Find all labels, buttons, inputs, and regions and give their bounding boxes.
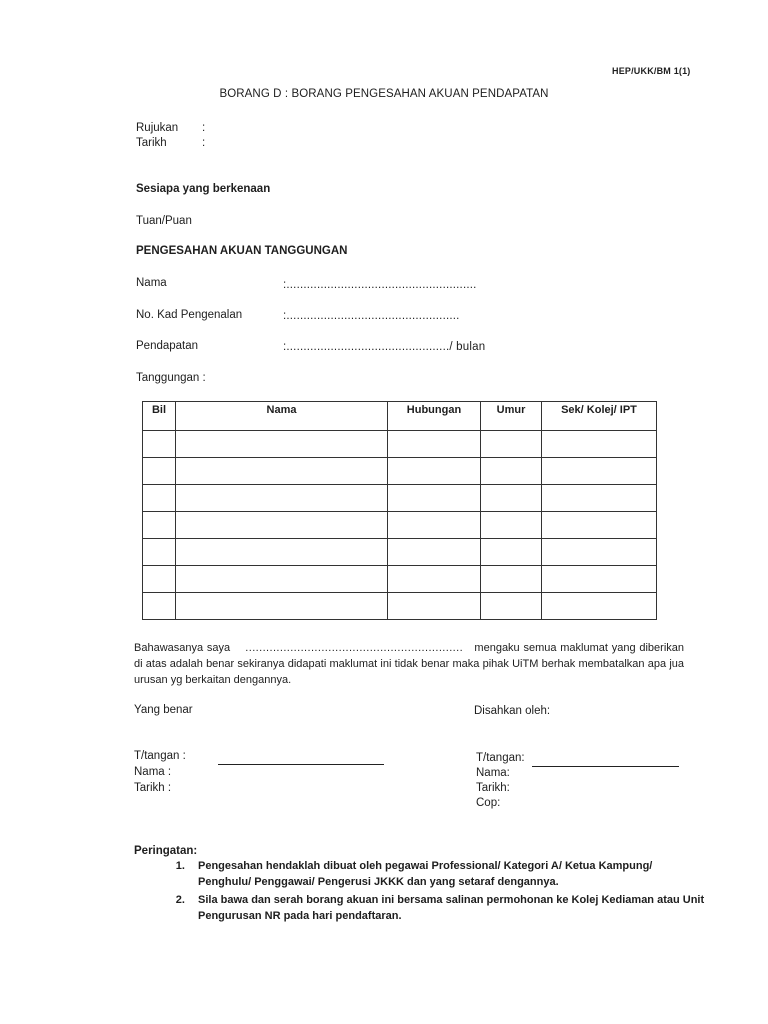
table-row bbox=[143, 458, 657, 485]
list-item: 2. Sila bawa dan serah borang akuan ini bersama salinan permohonan ke Kolej Kediaman atau Unit Pengurusan NR pada hari pendaftaran. bbox=[188, 892, 708, 924]
table-row bbox=[143, 512, 657, 539]
table-cell[interactable] bbox=[388, 566, 481, 593]
table-header-row bbox=[143, 402, 657, 431]
table-cell[interactable] bbox=[388, 485, 481, 512]
yang-benar-label: Yang benar bbox=[134, 704, 193, 716]
table-cell[interactable] bbox=[542, 485, 657, 512]
nama-label: Nama bbox=[136, 277, 167, 289]
form-reference-code: HEP/UKK/BM 1(1) bbox=[612, 66, 691, 76]
table-cell[interactable] bbox=[176, 485, 388, 512]
table-row bbox=[143, 431, 657, 458]
rujukan-colon: : bbox=[202, 122, 206, 134]
table-cell[interactable] bbox=[143, 566, 176, 593]
table-cell[interactable] bbox=[143, 431, 176, 458]
column-header-umur: Umur bbox=[481, 402, 542, 431]
table-cell[interactable] bbox=[176, 512, 388, 539]
table-cell[interactable] bbox=[542, 566, 657, 593]
right-signature-line[interactable] bbox=[532, 766, 679, 767]
form-title: BORANG D : BORANG PENGESAHAN AKUAN PENDAPATAN bbox=[219, 88, 549, 100]
table-cell[interactable] bbox=[176, 431, 388, 458]
left-name-label: Nama : bbox=[134, 766, 172, 778]
tarikh-label: Tarikh bbox=[136, 137, 167, 149]
tarikh-colon: : bbox=[202, 137, 206, 149]
table-cell[interactable] bbox=[542, 539, 657, 566]
table-row bbox=[143, 485, 657, 512]
table-cell[interactable] bbox=[143, 593, 176, 620]
table-cell[interactable] bbox=[176, 593, 388, 620]
table-cell[interactable] bbox=[388, 593, 481, 620]
ic-label: No. Kad Pengenalan bbox=[136, 309, 243, 321]
warning-title: Peringatan: bbox=[134, 845, 198, 857]
table-cell[interactable] bbox=[542, 593, 657, 620]
table-cell[interactable] bbox=[143, 458, 176, 485]
right-name-label: Nama: bbox=[476, 767, 510, 779]
column-header-institution: Sek/ Kolej/ IPT bbox=[542, 402, 657, 431]
table-cell[interactable] bbox=[481, 593, 542, 620]
left-date-label: Tarikh : bbox=[134, 782, 172, 794]
verified-by-label: Disahkan oleh: bbox=[474, 705, 551, 717]
declarant-name-field[interactable]: ............................................................... bbox=[245, 642, 464, 654]
table-cell[interactable] bbox=[542, 458, 657, 485]
dependents-table bbox=[142, 401, 657, 620]
right-signature-label: T/tangan: bbox=[476, 752, 525, 764]
table-cell[interactable] bbox=[388, 539, 481, 566]
dependents-label: Tanggungan : bbox=[136, 372, 206, 384]
nama-field[interactable]: :........................................................ bbox=[283, 279, 477, 291]
left-signature-line[interactable] bbox=[218, 764, 384, 765]
declaration-rest: mengaku semua maklumat yang diberikan di atas adalah benar sekiranya didapati maklumat ini tidak benar maka pihak UiTM berhak membatalkan apa jua urusan yg berkaitan dengannya. bbox=[134, 642, 685, 686]
table-cell[interactable] bbox=[481, 458, 542, 485]
warning-list bbox=[168, 858, 708, 926]
column-header-bil: Bil bbox=[143, 402, 176, 431]
table-cell[interactable] bbox=[388, 512, 481, 539]
rujukan-label: Rujukan bbox=[136, 122, 179, 134]
table-cell[interactable] bbox=[143, 539, 176, 566]
declaration-start: Bahawasanya saya bbox=[134, 642, 231, 654]
table-row bbox=[143, 539, 657, 566]
salutation: Tuan/Puan bbox=[136, 215, 192, 227]
table-cell[interactable] bbox=[481, 485, 542, 512]
right-date-label: Tarikh: bbox=[476, 782, 510, 794]
income-field[interactable]: :................................................/ bulan bbox=[283, 341, 486, 353]
to-whom-heading: Sesiapa yang berkenaan bbox=[136, 183, 271, 195]
table-cell[interactable] bbox=[481, 431, 542, 458]
table-cell[interactable] bbox=[388, 458, 481, 485]
table-cell[interactable] bbox=[143, 485, 176, 512]
table-row bbox=[143, 566, 657, 593]
table-cell[interactable] bbox=[481, 539, 542, 566]
table-cell[interactable] bbox=[481, 512, 542, 539]
table-cell[interactable] bbox=[143, 512, 176, 539]
column-header-hubungan: Hubungan bbox=[388, 402, 481, 431]
table-cell[interactable] bbox=[542, 431, 657, 458]
table-cell[interactable] bbox=[388, 431, 481, 458]
left-signature-label: T/tangan : bbox=[134, 750, 186, 762]
table-cell[interactable] bbox=[176, 539, 388, 566]
section-heading: PENGESAHAN AKUAN TANGGUNGAN bbox=[136, 245, 348, 257]
ic-field[interactable]: :................................................... bbox=[283, 310, 460, 322]
table-cell[interactable] bbox=[176, 458, 388, 485]
income-label: Pendapatan bbox=[136, 340, 199, 352]
table-cell[interactable] bbox=[176, 566, 388, 593]
list-item: 1. Pengesahan hendaklah dibuat oleh pegawai Professional/ Kategori A/ Ketua Kampung/ Penghulu/ Penggawai/ Pengerusi JKKK dan yang setaraf dengannya. bbox=[188, 858, 708, 890]
table-cell[interactable] bbox=[481, 566, 542, 593]
stamp-label: Cop: bbox=[476, 797, 501, 809]
declaration-paragraph bbox=[134, 640, 684, 688]
table-row bbox=[143, 593, 657, 620]
table-cell[interactable] bbox=[542, 512, 657, 539]
column-header-nama: Nama bbox=[176, 402, 388, 431]
